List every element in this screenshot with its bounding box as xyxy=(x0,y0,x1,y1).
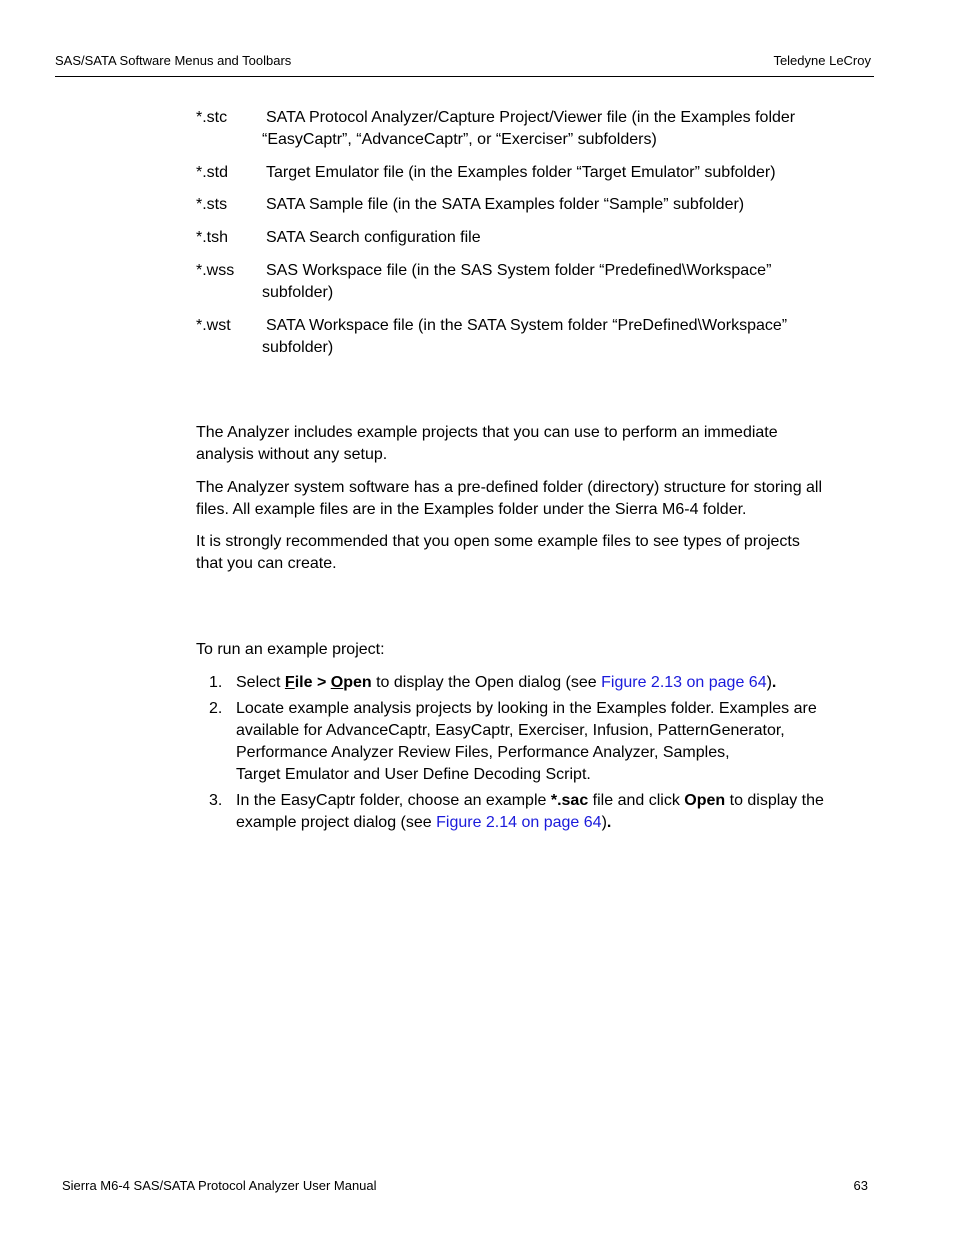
extension-description: Target Emulator file (in the Examples folder “Target Emulator” subfolder) xyxy=(266,164,776,181)
procedure-intro: To run an example project: xyxy=(196,641,385,658)
paragraph-folder-structure: The Analyzer system software has a pre-defined folder (directory) structure for storing all files. All example files are in the Examples folder under the Sierra M6-4 folder. xyxy=(196,479,823,518)
step-text: In the EasyCaptr folder, choose an example *.sac file and click Open to display the example project dialog (see Figure 2.14 on page 64). xyxy=(236,792,824,831)
extension-name: *.wss xyxy=(196,262,235,279)
running-header-section: SAS/SATA Software Menus and Toolbars xyxy=(55,53,292,68)
extension-name: *.stc xyxy=(196,109,228,126)
step-text: Locate example analysis projects by looking in the Examples folder. Examples are available for AdvanceCaptr, EasyCaptr, Exerciser, Infusion, PatternGenerator, Performance Analyzer Review Files, Performance Analyzer, Samples, Target Emulator and User Define Decoding Script. xyxy=(236,700,817,783)
header-rule xyxy=(55,76,874,77)
menu-file: File > Open xyxy=(284,674,372,691)
paragraph-examples-intro: The Analyzer includes example projects that you can use to perform an immediate analysis without any setup. xyxy=(196,424,778,463)
extension-name: *.wst xyxy=(196,317,231,334)
step-number: 2. xyxy=(209,700,223,717)
step-number: 3. xyxy=(209,792,223,809)
extension-name: *.tsh xyxy=(196,229,229,246)
footer-manual-title: Sierra M6-4 SAS/SATA Protocol Analyzer User Manual xyxy=(62,1178,377,1193)
figure-link-2-13[interactable]: Figure 2.13 on page 64 xyxy=(601,674,767,691)
extension-description: SATA Protocol Analyzer/Capture Project/Viewer file (in the Examples folder “EasyCaptr”, “AdvanceCaptr”, or “Exerciser” subfolders) xyxy=(262,109,796,148)
figure-link-2-14[interactable]: Figure 2.14 on page 64 xyxy=(436,814,602,831)
paragraph-recommendation: It is strongly recommended that you open some example files to see types of projects that you can create. xyxy=(196,533,800,572)
extension-name: *.sts xyxy=(196,196,228,213)
step-number: 1. xyxy=(209,674,223,691)
extension-description: SATA Search configuration file xyxy=(266,229,481,246)
extension-description: SATA Workspace file (in the SATA System folder “PreDefined\Workspace” subfolder) xyxy=(262,317,788,356)
running-header-company: Teledyne LeCroy xyxy=(773,53,871,68)
step-text: Select File > Open to display the Open dialog (see Figure 2.13 on page 64). xyxy=(236,674,777,691)
extension-name: *.std xyxy=(196,164,229,181)
extension-description: SATA Sample file (in the SATA Examples folder “Sample” subfolder) xyxy=(266,196,745,213)
page-number: 63 xyxy=(853,1178,868,1193)
extension-description: SAS Workspace file (in the SAS System folder “Predefined\Workspace” subfolder) xyxy=(262,262,772,301)
